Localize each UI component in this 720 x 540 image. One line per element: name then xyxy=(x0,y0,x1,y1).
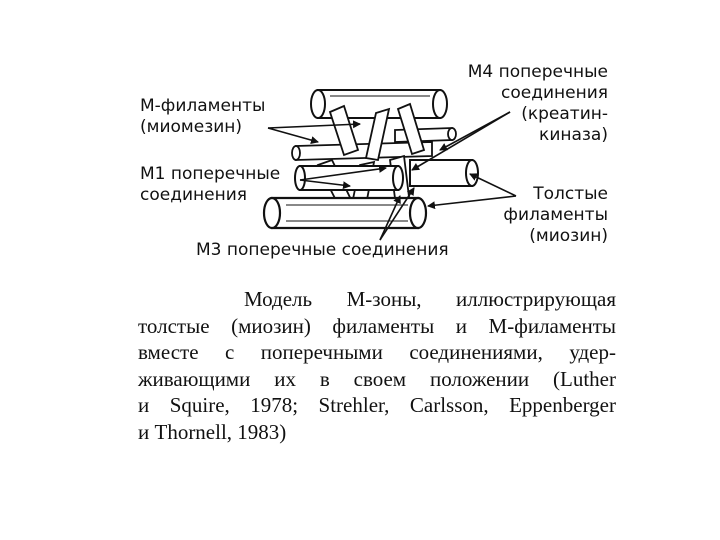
caption-line: живающими их в своем положении (Luther xyxy=(138,366,616,391)
thick-filament-right xyxy=(410,160,478,186)
caption-line: вместе с поперечными соединениями, удер- xyxy=(138,340,616,364)
caption-line: и Thornell, 1983) xyxy=(138,419,287,444)
caption-line: Модель М-зоны, иллюстрирующая xyxy=(244,287,616,311)
caption-line: и Squire, 1978; Strehler, Carlsson, Eppenberger xyxy=(138,393,616,417)
label-m4-bridges: М4 поперечные соединения (креатин- киназа) xyxy=(467,62,608,145)
label-m1-bridges: М1 поперечные соединения xyxy=(140,164,281,205)
arrow-m-filaments-1 xyxy=(268,128,318,142)
thick-filament-bottom xyxy=(264,198,426,228)
caption-line: толстые (миозин) филаменты и М-филаменты xyxy=(138,313,616,338)
label-m-filaments: М-филаменты (миомезин) xyxy=(140,96,266,137)
label-thick-filaments: Толстые филаменты (миозин) xyxy=(503,184,608,246)
figure-caption xyxy=(138,286,616,445)
label-m3-bridges: М3 поперечные соединения xyxy=(196,240,449,260)
